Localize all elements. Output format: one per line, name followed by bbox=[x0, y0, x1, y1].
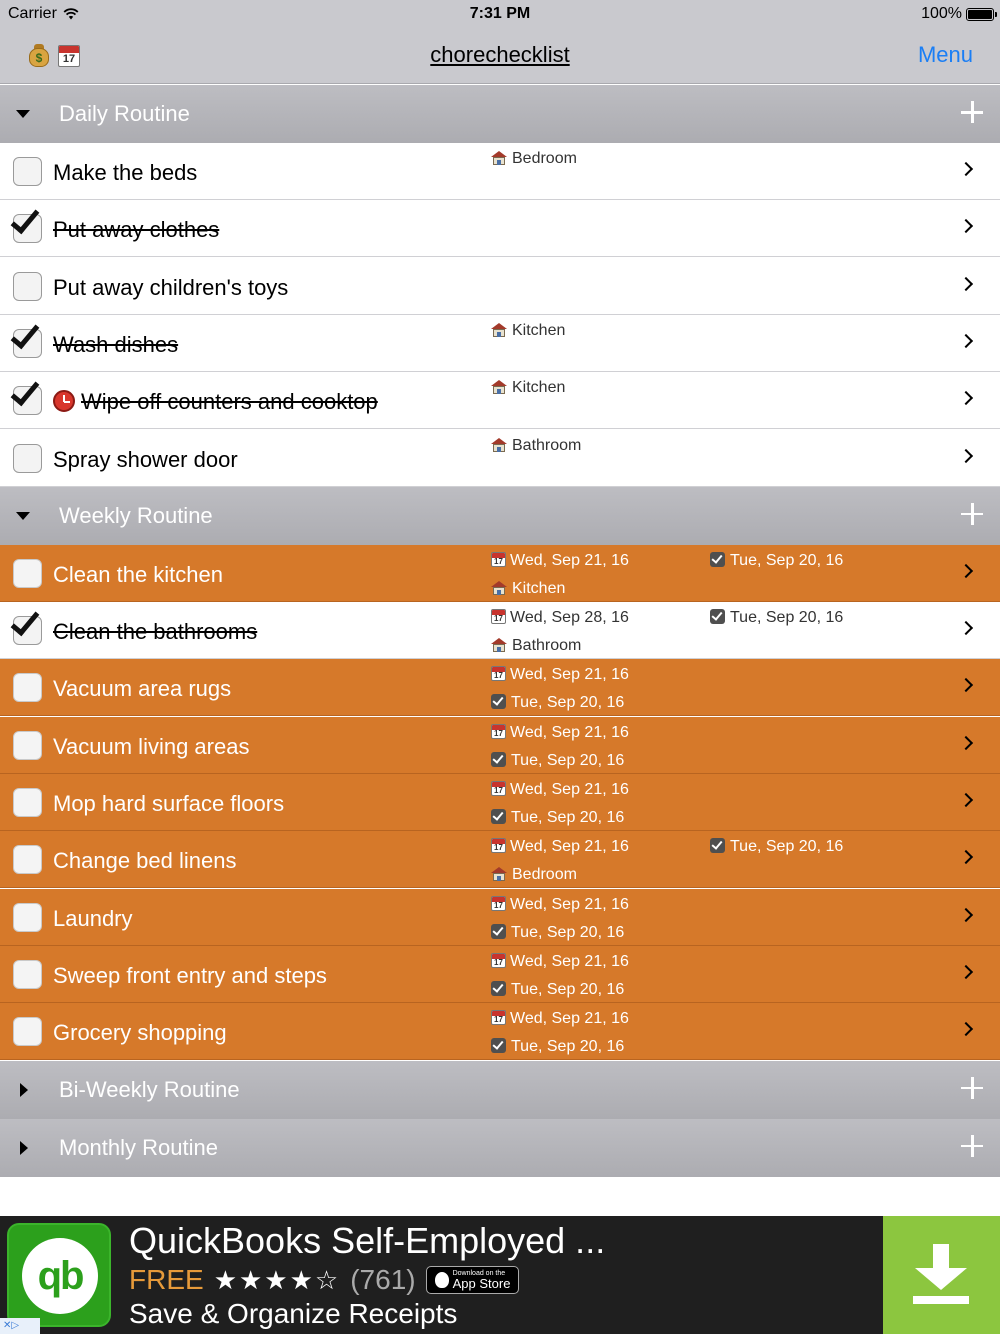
calendar-icon: 17 bbox=[491, 609, 506, 624]
last-done-date bbox=[491, 752, 624, 770]
ad-details bbox=[129, 1264, 519, 1296]
chore-checkbox[interactable] bbox=[13, 214, 42, 243]
last-done-date bbox=[491, 981, 624, 999]
collapse-triangle-icon[interactable] bbox=[16, 107, 30, 121]
chevron-right-icon[interactable] bbox=[959, 334, 973, 348]
chevron-right-icon[interactable] bbox=[959, 449, 973, 463]
calendar-icon: 17 bbox=[491, 1010, 506, 1025]
battery-icon bbox=[966, 8, 994, 21]
due-date bbox=[491, 838, 629, 856]
due-date-text: Wed, Sep 21, 16 bbox=[510, 1010, 629, 1027]
room-label bbox=[491, 322, 565, 340]
checkmark-icon bbox=[491, 809, 506, 824]
calendar-icon: 17 bbox=[491, 838, 506, 853]
chore-title-text: Put away children's toys bbox=[53, 275, 289, 300]
chevron-right-icon[interactable] bbox=[959, 219, 973, 233]
app-store-badge[interactable]: Download on the App Store bbox=[426, 1266, 520, 1294]
chore-title-text: Wipe off counters and cooktop bbox=[81, 389, 378, 414]
due-date bbox=[491, 953, 629, 971]
checkmark-icon bbox=[491, 752, 506, 767]
chore-title-text: Clean the kitchen bbox=[53, 562, 223, 587]
room-label-text: Kitchen bbox=[512, 322, 566, 339]
rating-stars: ★★★★☆ bbox=[213, 1264, 341, 1295]
chore-checkbox[interactable] bbox=[13, 903, 42, 932]
calendar-icon: 17 bbox=[491, 781, 506, 796]
room-label bbox=[491, 580, 565, 598]
checkmark-icon bbox=[491, 981, 506, 996]
due-date-text: Wed, Sep 21, 16 bbox=[510, 896, 629, 913]
chore-row[interactable] bbox=[0, 545, 1000, 602]
chevron-right-icon[interactable] bbox=[959, 965, 973, 979]
expand-triangle-icon[interactable] bbox=[16, 1141, 30, 1155]
house-icon bbox=[491, 438, 507, 452]
checkmark-icon bbox=[491, 694, 506, 709]
calendar-icon[interactable]: 17 bbox=[58, 45, 80, 67]
chore-row[interactable] bbox=[0, 831, 1000, 888]
checkmark-icon bbox=[11, 606, 40, 636]
chore-checkbox[interactable] bbox=[13, 329, 42, 358]
last-done-date-text: Tue, Sep 20, 16 bbox=[511, 694, 625, 711]
chore-title-text: Wash dishes bbox=[53, 332, 179, 357]
checkmark-icon bbox=[11, 204, 40, 234]
chore-checkbox[interactable] bbox=[13, 673, 42, 702]
checkmark-icon bbox=[491, 1038, 506, 1053]
chore-checkbox[interactable] bbox=[13, 960, 42, 989]
chevron-right-icon[interactable] bbox=[959, 564, 973, 578]
chore-title bbox=[53, 160, 197, 186]
last-done-date-text: Tue, Sep 20, 16 bbox=[511, 924, 625, 941]
section-title: Monthly Routine bbox=[59, 1134, 218, 1160]
last-done-date bbox=[710, 552, 843, 570]
calendar-icon: 17 bbox=[491, 953, 506, 968]
last-done-date bbox=[491, 1038, 624, 1056]
chore-title-text: Mop hard surface floors bbox=[53, 791, 285, 816]
status-bar bbox=[0, 0, 1000, 28]
chore-title-text: Make the beds bbox=[53, 160, 198, 185]
chore-checkbox[interactable] bbox=[13, 616, 42, 645]
chevron-right-icon[interactable] bbox=[959, 678, 973, 692]
chore-title-text: Clean the bathrooms bbox=[53, 619, 258, 644]
chore-title-text: Sweep front entry and steps bbox=[53, 963, 327, 988]
ad-subtitle: Save & Organize Receipts bbox=[129, 1298, 458, 1329]
chevron-right-icon[interactable] bbox=[959, 162, 973, 176]
carrier-indicator bbox=[8, 5, 79, 23]
wifi-icon bbox=[63, 8, 79, 20]
room-label bbox=[491, 437, 581, 455]
house-icon bbox=[491, 581, 507, 595]
room-label-text: Kitchen bbox=[512, 379, 566, 396]
due-date-text: Wed, Sep 21, 16 bbox=[510, 724, 629, 741]
section-header[interactable] bbox=[0, 1061, 1000, 1119]
chore-title-text: Grocery shopping bbox=[53, 1020, 227, 1045]
chore-title bbox=[53, 217, 219, 243]
section-header[interactable] bbox=[0, 85, 1000, 143]
chore-checkbox[interactable] bbox=[13, 731, 42, 760]
chore-title bbox=[53, 619, 257, 645]
chore-title bbox=[53, 332, 178, 358]
due-date-text: Wed, Sep 21, 16 bbox=[510, 953, 629, 970]
chevron-right-icon[interactable] bbox=[959, 277, 973, 291]
due-date-text: Wed, Sep 21, 16 bbox=[510, 552, 629, 569]
section-title: Weekly Routine bbox=[59, 502, 213, 528]
ad-title: QuickBooks Self-Employed ... bbox=[129, 1220, 606, 1261]
chevron-right-icon[interactable] bbox=[959, 793, 973, 807]
clock: 7:31 PM bbox=[469, 5, 531, 22]
apple-icon bbox=[435, 1272, 449, 1288]
checkmark-icon bbox=[491, 924, 506, 939]
chevron-right-icon[interactable] bbox=[959, 391, 973, 405]
battery-indicator bbox=[921, 5, 994, 23]
due-date-text: Wed, Sep 28, 16 bbox=[510, 609, 629, 626]
chevron-right-icon[interactable] bbox=[959, 621, 973, 635]
expand-triangle-icon[interactable] bbox=[16, 1083, 30, 1097]
section-header[interactable] bbox=[0, 1119, 1000, 1177]
room-label-text: Bathroom bbox=[512, 637, 582, 654]
house-icon bbox=[491, 867, 507, 881]
due-date bbox=[491, 781, 629, 799]
chore-title-text: Vacuum living areas bbox=[53, 734, 250, 759]
chore-row[interactable] bbox=[0, 889, 1000, 946]
checkmark-icon bbox=[710, 838, 725, 853]
adchoices-icon[interactable]: ✕▷ bbox=[0, 1318, 40, 1334]
chore-checkbox[interactable] bbox=[13, 444, 42, 473]
calendar-icon: 17 bbox=[491, 724, 506, 739]
room-label-text: Bathroom bbox=[512, 437, 582, 454]
calendar-icon: 17 bbox=[491, 552, 506, 567]
chore-row[interactable] bbox=[0, 602, 1000, 659]
battery-percent: 100% bbox=[921, 5, 962, 22]
nav-bar bbox=[0, 28, 1000, 84]
menu-button[interactable]: Menu bbox=[917, 42, 973, 67]
add-chore-plus-icon[interactable] bbox=[961, 101, 983, 123]
chore-title-text: Vacuum area rugs bbox=[53, 676, 232, 701]
room-label bbox=[491, 150, 577, 168]
chore-row[interactable] bbox=[0, 946, 1000, 1003]
room-label bbox=[491, 866, 577, 884]
room-label-text: Bedroom bbox=[512, 150, 577, 167]
section-title: Bi-Weekly Routine bbox=[59, 1076, 240, 1102]
chore-checkbox[interactable] bbox=[13, 386, 42, 415]
checkmark-icon bbox=[11, 319, 40, 349]
chore-row[interactable] bbox=[0, 200, 1000, 257]
chore-title-text: Spray shower door bbox=[53, 447, 238, 472]
collapse-triangle-icon[interactable] bbox=[16, 509, 30, 523]
chore-checkbox[interactable] bbox=[13, 157, 42, 186]
house-icon bbox=[491, 323, 507, 337]
checkmark-icon bbox=[11, 376, 40, 406]
chevron-right-icon[interactable] bbox=[959, 908, 973, 922]
chore-title bbox=[53, 389, 378, 415]
nav-left-buttons bbox=[28, 42, 80, 68]
chore-row[interactable] bbox=[0, 717, 1000, 774]
ad-price: FREE bbox=[129, 1264, 204, 1295]
last-done-date-text: Tue, Sep 20, 16 bbox=[730, 552, 844, 569]
chore-row[interactable] bbox=[0, 315, 1000, 372]
due-date bbox=[491, 1010, 629, 1028]
chore-title-text: Change bed linens bbox=[53, 848, 237, 873]
due-date-text: Wed, Sep 21, 16 bbox=[510, 838, 629, 855]
last-done-date bbox=[710, 838, 843, 856]
chore-row[interactable] bbox=[0, 143, 1000, 200]
checkmark-icon bbox=[710, 609, 725, 624]
chore-row[interactable] bbox=[0, 372, 1000, 429]
due-date bbox=[491, 896, 629, 914]
room-label-text: Kitchen bbox=[512, 580, 566, 597]
download-button[interactable] bbox=[883, 1216, 1000, 1334]
chore-row[interactable] bbox=[0, 659, 1000, 716]
chevron-right-icon[interactable] bbox=[959, 850, 973, 864]
chore-title bbox=[53, 906, 133, 932]
due-date-text: Wed, Sep 21, 16 bbox=[510, 781, 629, 798]
house-icon bbox=[491, 638, 507, 652]
chore-checkbox[interactable] bbox=[13, 845, 42, 874]
chore-row[interactable] bbox=[0, 1003, 1000, 1060]
chevron-right-icon[interactable] bbox=[959, 1022, 973, 1036]
last-done-date bbox=[710, 609, 843, 627]
chore-row[interactable] bbox=[0, 258, 1000, 315]
last-done-date bbox=[491, 694, 624, 712]
alarm-clock-icon bbox=[53, 390, 75, 412]
add-chore-plus-icon[interactable] bbox=[961, 1077, 983, 1099]
chore-title bbox=[53, 447, 238, 473]
money-bag-icon[interactable]: $ bbox=[28, 42, 50, 68]
last-done-date bbox=[491, 809, 624, 827]
add-chore-plus-icon[interactable] bbox=[961, 503, 983, 525]
last-done-date-text: Tue, Sep 20, 16 bbox=[730, 838, 844, 855]
chore-checkbox[interactable] bbox=[13, 272, 42, 301]
chore-title bbox=[53, 734, 249, 760]
last-done-date-text: Tue, Sep 20, 16 bbox=[511, 809, 625, 826]
carrier-label: Carrier bbox=[8, 5, 57, 22]
due-date bbox=[491, 724, 629, 742]
checkmark-icon bbox=[710, 552, 725, 567]
due-date-text: Wed, Sep 21, 16 bbox=[510, 666, 629, 683]
last-done-date bbox=[491, 924, 624, 942]
house-icon bbox=[491, 151, 507, 165]
rating-count: (761) bbox=[350, 1264, 416, 1295]
quickbooks-logo[interactable]: qb bbox=[7, 1223, 111, 1327]
last-done-date-text: Tue, Sep 20, 16 bbox=[511, 752, 625, 769]
chore-title bbox=[53, 848, 236, 874]
section-title: Daily Routine bbox=[59, 101, 190, 126]
last-done-date-text: Tue, Sep 20, 16 bbox=[730, 609, 844, 626]
app-title-link[interactable]: chorechecklist bbox=[430, 42, 570, 67]
room-label bbox=[491, 379, 565, 397]
calendar-icon: 17 bbox=[491, 896, 506, 911]
house-icon bbox=[491, 380, 507, 394]
chore-title bbox=[53, 963, 327, 989]
last-done-date-text: Tue, Sep 20, 16 bbox=[511, 1038, 625, 1055]
chore-title bbox=[53, 676, 231, 702]
due-date bbox=[491, 552, 629, 570]
room-label bbox=[491, 637, 581, 655]
chore-row[interactable] bbox=[0, 430, 1000, 487]
chore-title bbox=[53, 562, 223, 588]
section-header[interactable] bbox=[0, 487, 1000, 545]
download-icon bbox=[911, 1244, 971, 1306]
chore-title bbox=[53, 275, 288, 301]
chore-checkbox[interactable] bbox=[13, 1017, 42, 1046]
room-label-text: Bedroom bbox=[512, 866, 577, 883]
add-chore-plus-icon[interactable] bbox=[961, 1135, 983, 1157]
ad-banner[interactable] bbox=[0, 1216, 1000, 1334]
last-done-date-text: Tue, Sep 20, 16 bbox=[511, 981, 625, 998]
chore-checkbox[interactable] bbox=[13, 559, 42, 588]
chore-title bbox=[53, 1020, 227, 1046]
due-date bbox=[491, 666, 629, 684]
chore-title-text: Laundry bbox=[53, 906, 133, 931]
calendar-icon: 17 bbox=[491, 666, 506, 681]
chore-title bbox=[53, 791, 284, 817]
chore-checkbox[interactable] bbox=[13, 788, 42, 817]
due-date bbox=[491, 609, 629, 627]
chevron-right-icon[interactable] bbox=[959, 736, 973, 750]
chore-title-text: Put away clothes bbox=[53, 217, 220, 242]
chore-row[interactable] bbox=[0, 774, 1000, 831]
